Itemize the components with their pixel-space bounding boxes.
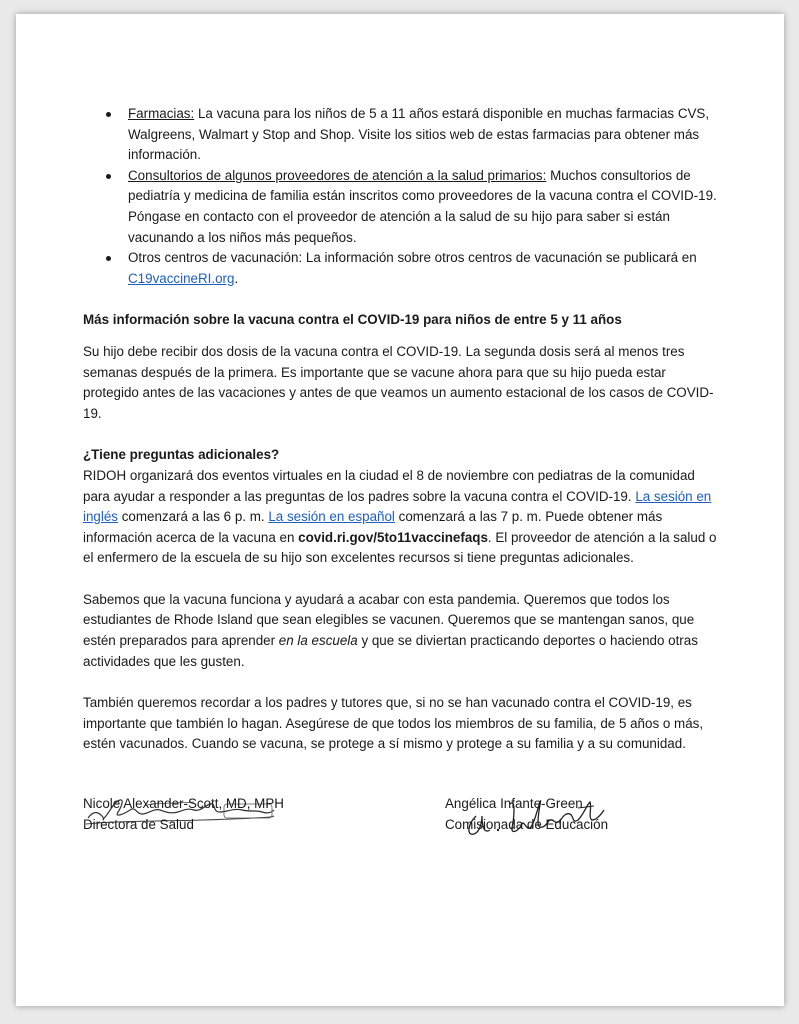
letter-body [83,104,723,755]
signature-block-education [445,794,608,835]
text-segment: Sabemos que la vacuna funciona y ayudará a acabar con esta pandemia. Queremos que todos los estudiantes de Rhode Island que sean elegibles se vacunen. Queremos que se mantengan sanos, que estén preparados para aprender [83,591,695,649]
list-item-pharmacies [128,104,723,166]
text-segment: comenzará a las 6 p. m. [118,509,269,525]
section-heading-questions: ¿Tiene preguntas adicionales? [83,447,280,463]
paragraph-vaccine-works [83,590,723,672]
bullet-text: Muchos consultorios de pediatría y medicina de familia están inscritos como proveedores de la vacuna contra el COVID-19. Póngase en contacto con el proveedor de atención a la salud de su hijo para saber si están vacunando a los niños más pequeños. [128,167,717,245]
bullet-suffix: . [234,270,239,286]
text-segment: . El proveedor de atención a la salud o el enfermero de la escuela de su hijo son excelentes recursos si tiene preguntas adicionales. [83,529,717,566]
document-page [16,14,784,1006]
bullet-label: Consultorios de algunos proveedores de atención a la salud primarios: [128,167,547,183]
paragraph-reminder: También queremos recordar a los padres y tutores que, si no se han vacunado contra el COVID-19, es importante que también lo hagan. Asegúrese de que todos los miembros de su familia, de 5 años o más, estén vacunados. Cuando se vacuna, se protege a sí mismo y protege a su familia y a su comunidad. [83,695,704,752]
text-segment: RIDOH organizará dos eventos virtuales en la ciudad el 8 de noviembre con pediatras de la comunidad para ayudar a responder a las preguntas de los padres sobre la vacuna contra el COVID-19. [83,467,695,504]
signer-name: Angélica Infante-Green [445,796,583,811]
signer-title: Comisionada de Educación [445,816,609,832]
faq-url: covid.ri.gov/5to11vaccinefaqs [298,529,488,545]
signer-name: Nicole Alexander-Scott, MD, MPH [83,796,284,811]
signature-block-health [83,794,284,835]
text-segment: comenzará a las 7 p. m. Puede obtener más información acerca de la vacuna en [83,509,663,545]
list-item-other-centers [128,248,723,289]
bullet-text: La vacuna para los niños de 5 a 11 años estará disponible en muchas farmacias CVS, Walgreens, Walmart y Stop and Shop. Visite los sitios web de estas farmacias para obtener más información. [128,106,710,163]
paragraph-events [83,466,723,569]
bullet-label: Farmacias: [128,106,195,121]
bullet-text: Otros centros de vacunación: La información sobre otros centros de vacunación se publicará en [128,250,697,266]
c19vaccineri-link[interactable]: C19vaccineRI.org [128,270,235,286]
signer-title: Directora de Salud [83,816,194,832]
text-segment: y que se diviertan practicando deportes o haciendo otras actividades que les gusten. [83,633,698,669]
section-heading-more-info: Más información sobre la vacuna contra el COVID-19 para niños de entre 5 y 11 años [83,312,622,328]
spanish-session-link[interactable]: La sesión en español [268,509,395,525]
paragraph-doses: Su hijo debe recibir dos dosis de la vacuna contra el COVID-19. La segunda dosis será al menos tres semanas después de la primera. Es importante que se vacune ahora para que su hijo pueda estar protegido antes de las vacaciones y antes de que veamos un aumento estacional de los casos de COVID-19. [83,343,714,421]
english-session-link[interactable]: La sesión en inglés [83,488,712,525]
vaccine-locations-list [83,104,723,289]
emphasis-text: en la escuela [278,633,358,649]
list-item-primary-care [128,166,723,248]
